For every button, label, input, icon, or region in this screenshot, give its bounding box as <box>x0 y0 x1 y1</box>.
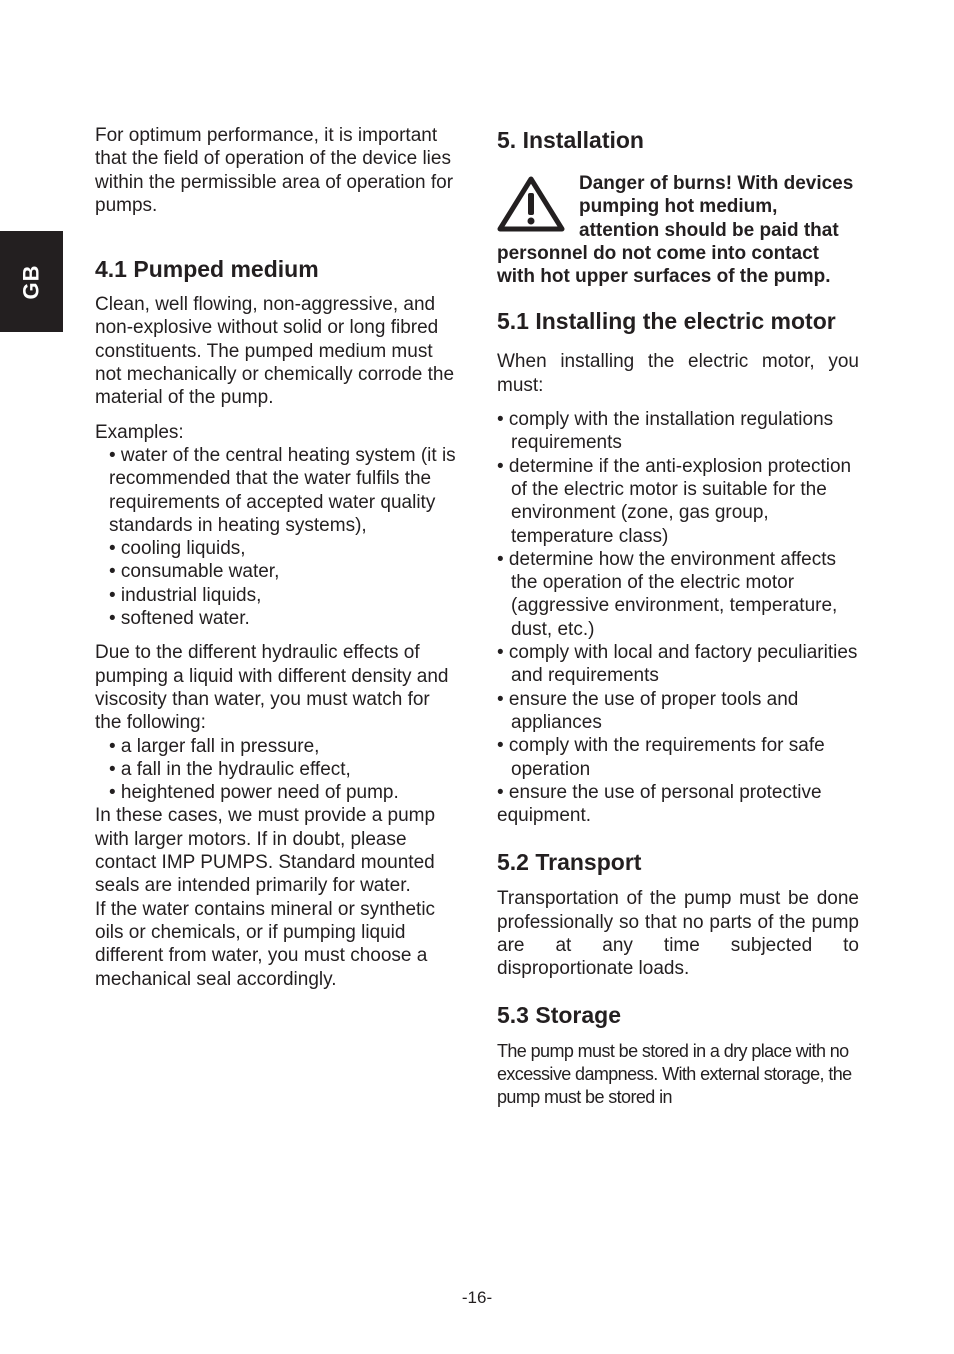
list-item: • softened water. <box>109 608 250 630</box>
right-column <box>497 124 859 1110</box>
page-number: -16- <box>461 1288 493 1307</box>
intro-paragraph: For optimum performance, it is important that the field of operation of the device lies within the permissible area of operation for pumps. <box>95 125 454 216</box>
examples-list <box>95 444 457 630</box>
list-item: • comply with the requirements for safe operation <box>497 735 825 780</box>
list-item: • water of the central heating system (it is recommended that the water fulfils the requirements of accepted water quality standards in heating systems), <box>109 444 456 536</box>
list-item: • comply with local and factory peculiarities and requirements <box>497 642 858 687</box>
examples-label: Examples: <box>95 421 184 443</box>
section-heading-pumped-medium: 4.1 Pumped medium <box>95 256 319 283</box>
list-item: • ensure the use of proper tools and appliances <box>497 688 799 733</box>
electric-motor-list <box>497 408 859 827</box>
watch-list <box>95 735 457 805</box>
list-item: • a fall in the hydraulic effect, <box>109 758 351 780</box>
storage-paragraph: The pump must be stored in a dry place with no excessive dampness. With external storage, the pump must be stored in <box>497 1040 852 1108</box>
larger-motors-paragraph: In these cases, we must provide a pump with larger motors. If in doubt, please contact IMP PUMPS. Standard mounted seals are intended primarily for water. <box>95 805 436 897</box>
electric-motor-intro: When installing the electric motor, you must: <box>497 351 859 396</box>
list-item: • cooling liquids, <box>109 538 246 560</box>
language-tab-label: GB <box>18 264 44 299</box>
section-heading-storage: 5.3 Storage <box>497 1001 621 1028</box>
left-column <box>95 124 457 991</box>
burn-warning <box>497 172 859 288</box>
list-item: • industrial liquids, <box>109 584 262 606</box>
transport-paragraph: Transportation of the pump must be done professionally so that no parts of the pump are at any time subjected to disproportionate loads. <box>497 888 859 980</box>
list-item: • consumable water, <box>109 561 280 583</box>
language-tab <box>0 231 63 332</box>
section-heading-electric-motor: 5.1 Installing the electric motor <box>497 308 836 335</box>
list-item: • determine if the anti-explosion protection of the electric motor is suitable for the environment (zone, gas group, temperature class) <box>497 455 852 547</box>
burn-warning-text: Danger of burns! With devices pumping hot medium, attention should be paid that personnel do not come into contact with hot upper surfaces of the pump. <box>497 173 854 288</box>
list-item: • comply with the installation regulations requirements <box>497 409 834 454</box>
list-item: • a larger fall in pressure, <box>109 735 320 757</box>
list-item: • heightened power need of pump. <box>109 782 399 804</box>
mechanical-seal-paragraph: If the water contains mineral or synthetic oils or chemicals, or if pumping liquid different from water, you must choose a mechanical seal accordingly. <box>95 898 436 990</box>
warning-triangle-icon <box>497 176 565 232</box>
pumped-medium-paragraph: Clean, well flowing, non-aggressive, and non-explosive without solid or long fibred constituents. The pumped medium must not mechanically or chemically corrode the material of the pump. <box>95 294 455 409</box>
section-heading-installation: 5. Installation <box>497 127 644 153</box>
hydraulic-effects-paragraph: Due to the different hydraulic effects of pumping a liquid with different density and viscosity than water, you must watch for the following: <box>95 642 449 734</box>
section-heading-transport: 5.2 Transport <box>497 849 642 876</box>
list-item: • determine how the environment affects the operation of the electric motor (aggressive environment, temperature, dust, etc.) <box>497 548 838 640</box>
list-item: • ensure the use of personal protective equipment. <box>497 781 822 827</box>
